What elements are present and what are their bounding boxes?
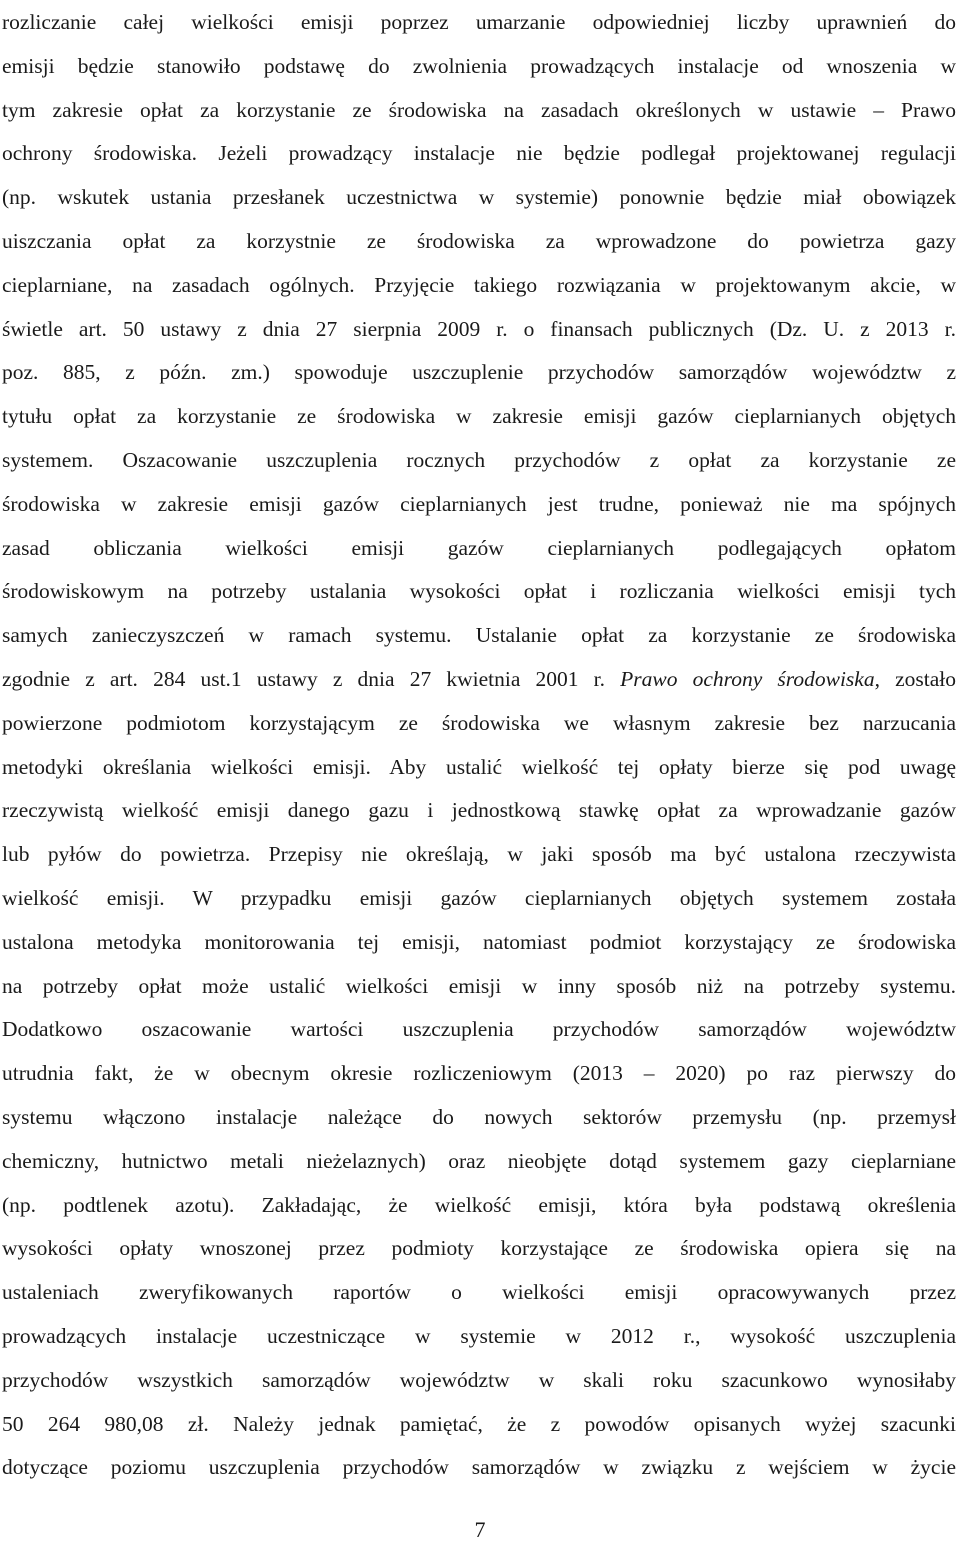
text-line: środowiskowym na potrzeby ustalania wysokości opłat i rozliczania wielkości emisji tych — [2, 579, 956, 604]
text-line: systemu włączono instalacje należące do nowych sektorów przemysłu (np. przemysł — [2, 1104, 956, 1129]
text-line: poz. 885, z późn. zm.) spowoduje uszczuplenie przychodów samorządów województw z — [2, 360, 956, 385]
text-line: ustalona metodyka monitorowania tej emisji, natomiast podmiot korzystający ze środowiska — [2, 929, 956, 954]
text-line: (np. podtlenek azotu). Zakładając, że wielkość emisji, która była podstawą określenia — [2, 1192, 956, 1217]
body-text — [2, 1, 956, 1490]
text-line: ustaleniach zweryfikowanych raportów o wielkości emisji opracowywanych przez — [2, 1280, 956, 1305]
text-line: ochrony środowiska. Jeżeli prowadzący instalacje nie będzie podlegał projektowanej regulacji — [2, 141, 956, 166]
text-line: tym zakresie opłat za korzystanie ze środowiska na zasadach określonych w ustawie – Prawo — [2, 97, 956, 122]
text-line-mixed — [2, 658, 956, 702]
text-line: chemiczny, hutnictwo metali nieżelaznych) oraz nieobjęte dotąd systemem gazy cieplarniane — [2, 1148, 956, 1173]
text-line: samych zanieczyszczeń w ramach systemu. Ustalanie opłat za korzystanie ze środowiska — [2, 623, 956, 648]
text-line: (np. wskutek ustania przesłanek uczestnictwa w systemie) ponownie będzie miał obowiązek — [2, 185, 956, 210]
text-line: systemem. Oszacowanie uszczuplenia rocznych przychodów z opłat za korzystanie ze — [2, 447, 956, 472]
text-segment: zgodnie z art. 284 ust.1 ustawy z dnia 27 kwietnia 2001 r. — [2, 666, 621, 691]
text-line: cieplarniane, na zasadach ogólnych. Przyjęcie takiego rozwiązania w projektowanym akcie, w — [2, 272, 956, 297]
text-line: rzeczywistą wielkość emisji danego gazu i jednostkową stawkę opłat za wprowadzanie gazów — [2, 798, 956, 823]
act-title-italic: Prawo ochrony środowiska — [620, 666, 875, 691]
text-line: 50 264 980,08 zł. Należy jednak pamiętać, że z powodów opisanych wyżej szacunki — [2, 1411, 956, 1436]
text-line: emisji będzie stanowiło podstawę do zwolnienia prowadzących instalacje od wnoszenia w — [2, 53, 956, 78]
text-line: metodyki określania wielkości emisji. Aby ustalić wielkość tej opłaty bierze się pod uwagę — [2, 754, 956, 779]
text-line: Dodatkowo oszacowanie wartości uszczuplenia przychodów samorządów województw — [2, 1017, 956, 1042]
text-line: zasad obliczania wielkości emisji gazów cieplarnianych podlegających opłatom — [2, 535, 956, 560]
text-line: środowiska w zakresie emisji gazów cieplarnianych jest trudne, ponieważ nie ma spójnych — [2, 491, 956, 516]
text-line: uiszczania opłat za korzystnie ze środowiska za wprowadzone do powietrza gazy — [2, 228, 956, 253]
text-line: rozliczanie całej wielkości emisji poprzez umarzanie odpowiedniej liczby uprawnień do — [2, 10, 956, 34]
text-line: prowadzących instalacje uczestniczące w systemie w 2012 r., wysokość uszczuplenia — [2, 1323, 956, 1348]
text-line: wielkość emisji. W przypadku emisji gazów cieplarnianych objętych systemem została — [2, 885, 956, 910]
text-line: utrudnia fakt, że w obecnym okresie rozliczeniowym (2013 – 2020) po raz pierwszy do — [2, 1061, 956, 1086]
text-line: powierzone podmiotom korzystającym ze środowiska we własnym zakresie bez narzucania — [2, 710, 956, 735]
page-number: 7 — [474, 1517, 486, 1542]
text-line: dotyczące poziomu uszczuplenia przychodów samorządów w związku z wejściem w życie — [2, 1455, 956, 1480]
text-segment: , zostało — [874, 666, 956, 691]
text-line: lub pyłów do powietrza. Przepisy nie określają, w jaki sposób ma być ustalona rzeczywista — [2, 842, 956, 867]
text-line: świetle art. 50 ustawy z dnia 27 sierpnia 2009 r. o finansach publicznych (Dz. U. z 2013 r. — [2, 316, 956, 341]
text-line: tytułu opłat za korzystanie ze środowiska w zakresie emisji gazów cieplarnianych objętych — [2, 404, 956, 429]
text-line: przychodów wszystkich samorządów województw w skali roku szacunkowo wynosiłaby — [2, 1367, 956, 1392]
text-line: wysokości opłaty wnoszonej przez podmioty korzystające ze środowiska opiera się na — [2, 1236, 956, 1261]
text-line: na potrzeby opłat może ustalić wielkości emisji w inny sposób niż na potrzeby systemu. — [2, 973, 956, 998]
